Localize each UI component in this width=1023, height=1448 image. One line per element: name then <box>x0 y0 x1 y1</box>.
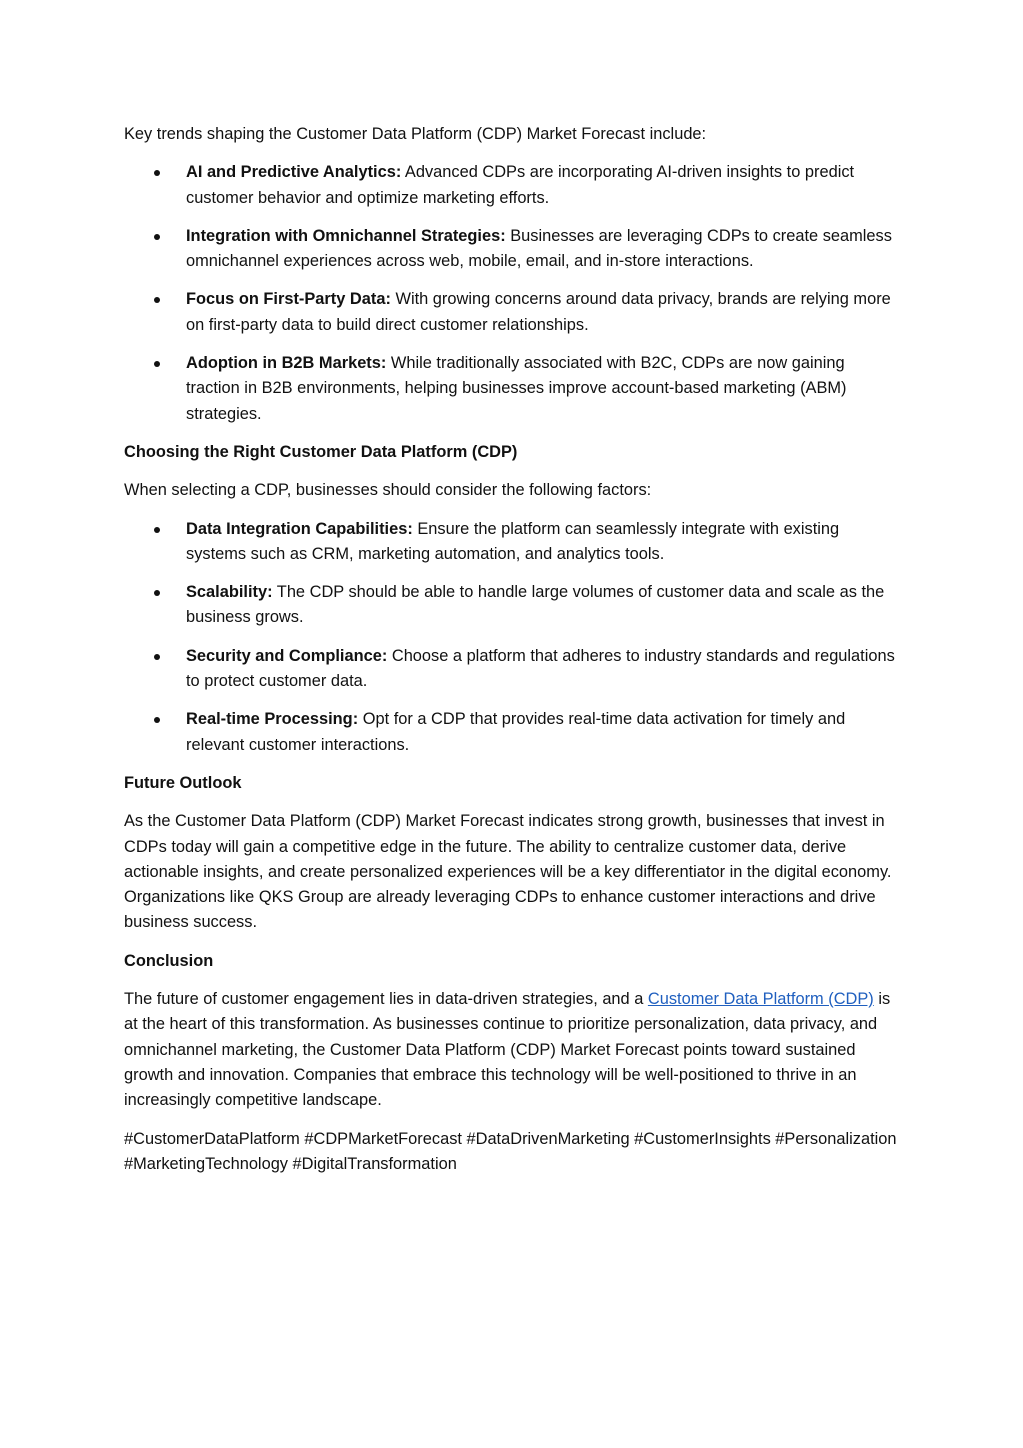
conclusion-body <box>124 987 900 1113</box>
list-item-term: AI and Predictive Analytics: <box>186 163 402 182</box>
list-item <box>124 644 900 695</box>
list-item-text: The CDP should be able to handle large volumes of customer data and scale as the business grows. <box>186 583 885 627</box>
list-item-term: Real-time Processing: <box>186 710 359 729</box>
section-heading-choosing: Choosing the Right Customer Data Platform (CDP) <box>124 442 518 461</box>
list-item-term: Focus on First-Party Data: <box>186 290 391 309</box>
list-item <box>124 707 900 758</box>
bullet-icon <box>154 361 160 367</box>
conclusion-text-after-link: is at the heart of this transformation. As businesses continue to prioritize personalization, data privacy, and omnichannel marketing, the Customer Data Platform (CDP) Market Forecast points toward sustained growth and innovation. Companies that embrace this technology will be well-positioned to thrive in an increasingly competitive landscape. <box>124 990 891 1110</box>
list-item <box>124 517 900 568</box>
conclusion-text-before-link: The future of customer engagement lies in data-driven strategies, and a <box>124 990 648 1009</box>
list-item-term: Integration with Omnichannel Strategies: <box>186 226 506 245</box>
list-item-text: Businesses are leveraging CDPs to create seamless omnichannel experiences across web, mobile, email, and in-store interactions. <box>186 226 892 271</box>
bullet-icon <box>154 654 160 660</box>
choosing-intro: When selecting a CDP, businesses should consider the following factors: <box>124 481 652 500</box>
list-item <box>124 287 900 338</box>
bullet-icon <box>154 234 160 240</box>
list-item-text: Opt for a CDP that provides real-time data activation for timely and relevant customer interactions. <box>186 710 846 754</box>
cdp-link[interactable]: Customer Data Platform (CDP) <box>647 990 874 1009</box>
document-page <box>124 122 900 1190</box>
list-item <box>124 224 900 275</box>
list-item-term: Scalability: <box>186 583 273 602</box>
factors-list <box>124 517 900 758</box>
list-item-term: Security and Compliance: <box>186 646 388 665</box>
list-item-text: While traditionally associated with B2C, CDPs are now gaining traction in B2B environments, helping businesses improve account-based marketing (ABM) strategies. <box>186 354 847 423</box>
list-item-term: Adoption in B2B Markets: <box>186 354 387 373</box>
trends-intro: Key trends shaping the Customer Data Platform (CDP) Market Forecast include: <box>124 125 707 143</box>
bullet-icon <box>154 170 160 176</box>
section-heading-conclusion: Conclusion <box>124 951 214 970</box>
outlook-body: As the Customer Data Platform (CDP) Market Forecast indicates strong growth, businesses that invest in CDPs today will gain a competitive edge in the future. The ability to centralize customer data, derive actionable insights, and create personalized experiences will be a key differentiator in the digital economy. Organizations like QKS Group are already leveraging CDPs to enhance customer interactions and drive business success. <box>124 812 892 932</box>
list-item-text: Choose a platform that adheres to industry standards and regulations to protect customer data. <box>186 646 895 691</box>
bullet-icon <box>154 717 160 723</box>
list-item <box>124 160 900 211</box>
list-item-term: Data Integration Capabilities: <box>186 519 413 538</box>
list-item <box>124 351 900 427</box>
hashtags: #CustomerDataPlatform #CDPMarketForecast #DataDrivenMarketing #CustomerInsights #Personalization #MarketingTechnology #DigitalTransformation <box>124 1129 897 1173</box>
bullet-icon <box>154 297 160 303</box>
list-item-text: Advanced CDPs are incorporating AI-driven insights to predict customer behavior and optimize marketing efforts. <box>186 163 855 207</box>
bullet-icon <box>154 590 160 596</box>
bullet-icon <box>154 527 160 533</box>
list-item-text: With growing concerns around data privacy, brands are relying more on first-party data to build direct customer relationships. <box>186 290 891 334</box>
list-item-text: Ensure the platform can seamlessly integrate with existing systems such as CRM, marketing automation, and analytics tools. <box>186 519 840 563</box>
list-item <box>124 580 900 631</box>
trends-list <box>124 160 900 427</box>
section-heading-outlook: Future Outlook <box>124 773 242 792</box>
